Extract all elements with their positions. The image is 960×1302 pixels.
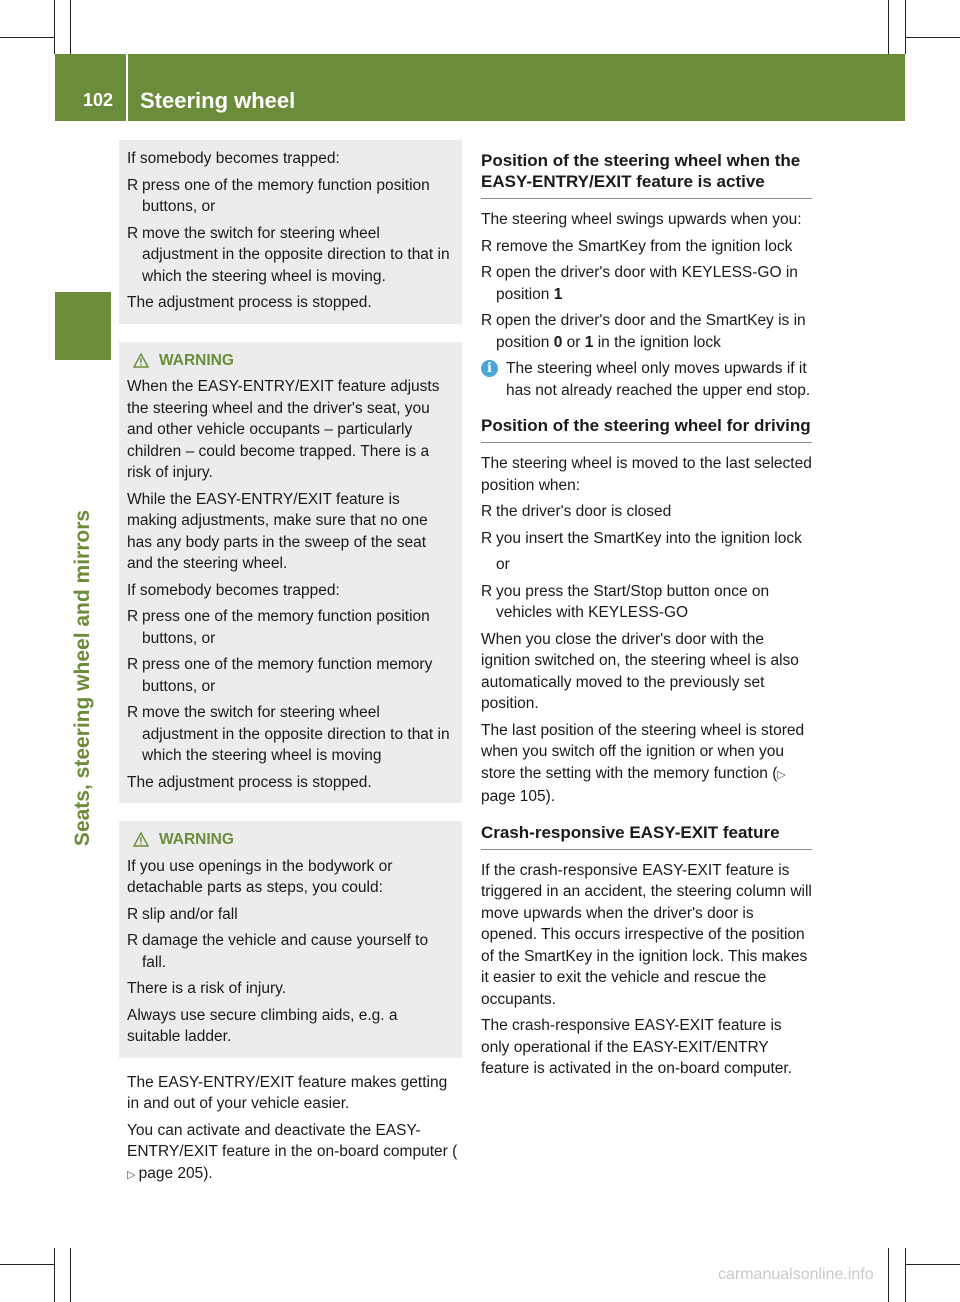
warning-box-1 <box>119 342 462 804</box>
list-item: R open the driver's door and the SmartKey is in position 0 or 1 in the ignition lock <box>481 312 806 351</box>
list-item: R press one of the memory function position buttons, or <box>127 608 430 647</box>
paragraph: The adjustment process is stopped. <box>127 773 372 791</box>
section-heading: Position of the steering wheel when the EASY-ENTRY/EXIT feature is active <box>481 150 812 199</box>
list-item: R you press the Start/Stop button once on vehicles with KEYLESS-GO <box>481 582 770 621</box>
paragraph: Always use secure climbing aids, e.g. a suitable ladder. <box>127 1006 398 1045</box>
page-number: 102 <box>83 90 114 110</box>
paragraph: If the crash-responsive EASY-EXIT feature is triggered in an accident, the steering column will move upwards when the driver's door is opened. This occurs irrespective of the position of the SmartKey in the ignition lock. This makes it easier to exit the vehicle and rescue the occupants. <box>481 861 812 1008</box>
paragraph: The last position of the steering wheel is stored when you switch off the ignition or when you store the setting with the memory function (▷ page 105). <box>481 721 805 805</box>
bullet-r-icon: R <box>481 582 493 600</box>
bullet-r-icon: R <box>481 312 493 329</box>
warning-triangle-icon <box>133 353 149 368</box>
bullet-list <box>127 606 454 767</box>
crop-mark <box>0 1264 54 1265</box>
crop-mark <box>54 0 55 54</box>
warning-box-2 <box>119 821 462 1058</box>
bullet-r-icon: R <box>127 224 139 242</box>
crop-mark <box>70 1248 71 1302</box>
info-icon: i <box>481 360 498 377</box>
crop-mark <box>905 0 906 54</box>
list-item: R the driver's door is closed <box>481 501 812 523</box>
bullet-list <box>481 581 812 624</box>
right-column <box>481 150 812 1085</box>
list-item: R press one of the memory function position buttons, or <box>127 176 430 215</box>
triangle-right-icon: ▷ <box>127 1168 136 1181</box>
list-item: R damage the vehicle and cause yourself to fall. <box>127 932 429 971</box>
warning-heading: WARNING <box>127 829 454 851</box>
page-reference-link[interactable]: page 105 <box>481 788 546 805</box>
crop-mark <box>888 1248 889 1302</box>
paragraph: The steering wheel swings upwards when you: <box>481 211 802 228</box>
crop-mark <box>905 1264 960 1265</box>
list-item: R you insert the SmartKey into the ignition lock <box>481 528 812 550</box>
list-item: R remove the SmartKey from the ignition lock <box>481 236 812 258</box>
paragraph: While the EASY-ENTRY/EXIT feature is making adjustments, make sure that no one has any body parts in the sweep of the seat and the steering wheel. <box>127 490 428 572</box>
crop-mark <box>70 0 71 54</box>
bullet-r-icon: R <box>127 656 139 673</box>
paragraph: The EASY-ENTRY/EXIT feature makes getting in and out of your vehicle easier. <box>127 1073 448 1112</box>
paragraph: There is a risk of injury. <box>127 980 287 997</box>
bullet-r-icon: R <box>481 529 493 547</box>
section-heading: Crash-responsive EASY-EXIT feature <box>481 822 812 850</box>
paragraph: If you use openings in the bodywork or detachable parts as steps, you could: <box>127 857 393 896</box>
list-item: R move the switch for steering wheel adjustment in the opposite direction to that in which the steering wheel is moving <box>127 704 450 764</box>
bullet-r-icon: R <box>127 905 139 923</box>
side-tab-label: Seats, steering wheel and mirrors <box>71 509 94 847</box>
paragraph: The steering wheel is moved to the last selected position when: <box>481 455 812 494</box>
triangle-right-icon: ▷ <box>777 768 786 781</box>
side-tab-block <box>55 292 111 360</box>
crop-mark <box>905 37 960 38</box>
crop-mark <box>905 1248 906 1302</box>
bullet-r-icon: R <box>127 176 139 194</box>
crop-mark <box>888 0 889 54</box>
paragraph: If somebody becomes trapped: <box>127 150 340 167</box>
section-heading: Position of the steering wheel for driving <box>481 415 812 443</box>
list-item: R press one of the memory function memory buttons, or <box>127 656 433 695</box>
paragraph: When the EASY-ENTRY/EXIT feature adjusts the steering wheel and the driver's seat, you and other vehicle occupants – particularly children – could become trapped. There is a risk of injury. <box>127 378 440 481</box>
bullet-list <box>127 175 454 288</box>
bullet-r-icon: R <box>481 237 493 255</box>
page-reference-link[interactable]: page 205 <box>138 1164 204 1182</box>
warning-heading: WARNING <box>127 350 454 372</box>
crop-mark <box>54 1248 55 1302</box>
page-title: Steering wheel <box>140 88 296 113</box>
list-item: R move the switch for steering wheel adjustment in the opposite direction to that in which the steering wheel is moving. <box>127 224 450 285</box>
info-note: i The steering wheel only moves upwards if it has not already reached the upper end stop. <box>481 358 812 401</box>
list-item: R open the driver's door with KEYLESS-GO in position 1 <box>481 264 798 303</box>
left-column <box>127 150 460 1191</box>
paragraph: If somebody becomes trapped: <box>127 581 340 599</box>
bullet-list <box>127 904 454 974</box>
paragraph: You can activate and deactivate the EASY-ENTRY/EXIT feature in the on-board computer (▷ page 205). <box>127 1120 460 1187</box>
bullet-r-icon: R <box>481 503 493 520</box>
bullet-list <box>481 236 812 354</box>
bullet-r-icon: R <box>127 704 139 721</box>
paragraph: When you close the driver's door with the ignition switched on, the steering wheel is also automatically moved to the previously set position. <box>481 630 799 712</box>
bullet-r-icon: R <box>127 608 139 625</box>
list-item: R slip and/or fall <box>127 904 454 926</box>
paragraph: The crash-responsive EASY-EXIT feature is only operational if the EASY-EXIT/ENTRY feature is activated in the on-board computer. <box>481 1017 793 1077</box>
header-divider <box>126 54 128 121</box>
watermark: carmanualsonline.info <box>718 1266 874 1283</box>
bullet-list <box>481 501 812 549</box>
bullet-r-icon: R <box>481 264 493 281</box>
trapped-box <box>119 140 462 324</box>
intro-text <box>127 1072 460 1187</box>
bullet-r-icon: R <box>127 932 139 949</box>
warning-triangle-icon <box>133 832 149 847</box>
or-text: or <box>496 556 510 573</box>
paragraph: The adjustment process is stopped. <box>127 294 372 311</box>
crop-mark <box>0 37 54 38</box>
